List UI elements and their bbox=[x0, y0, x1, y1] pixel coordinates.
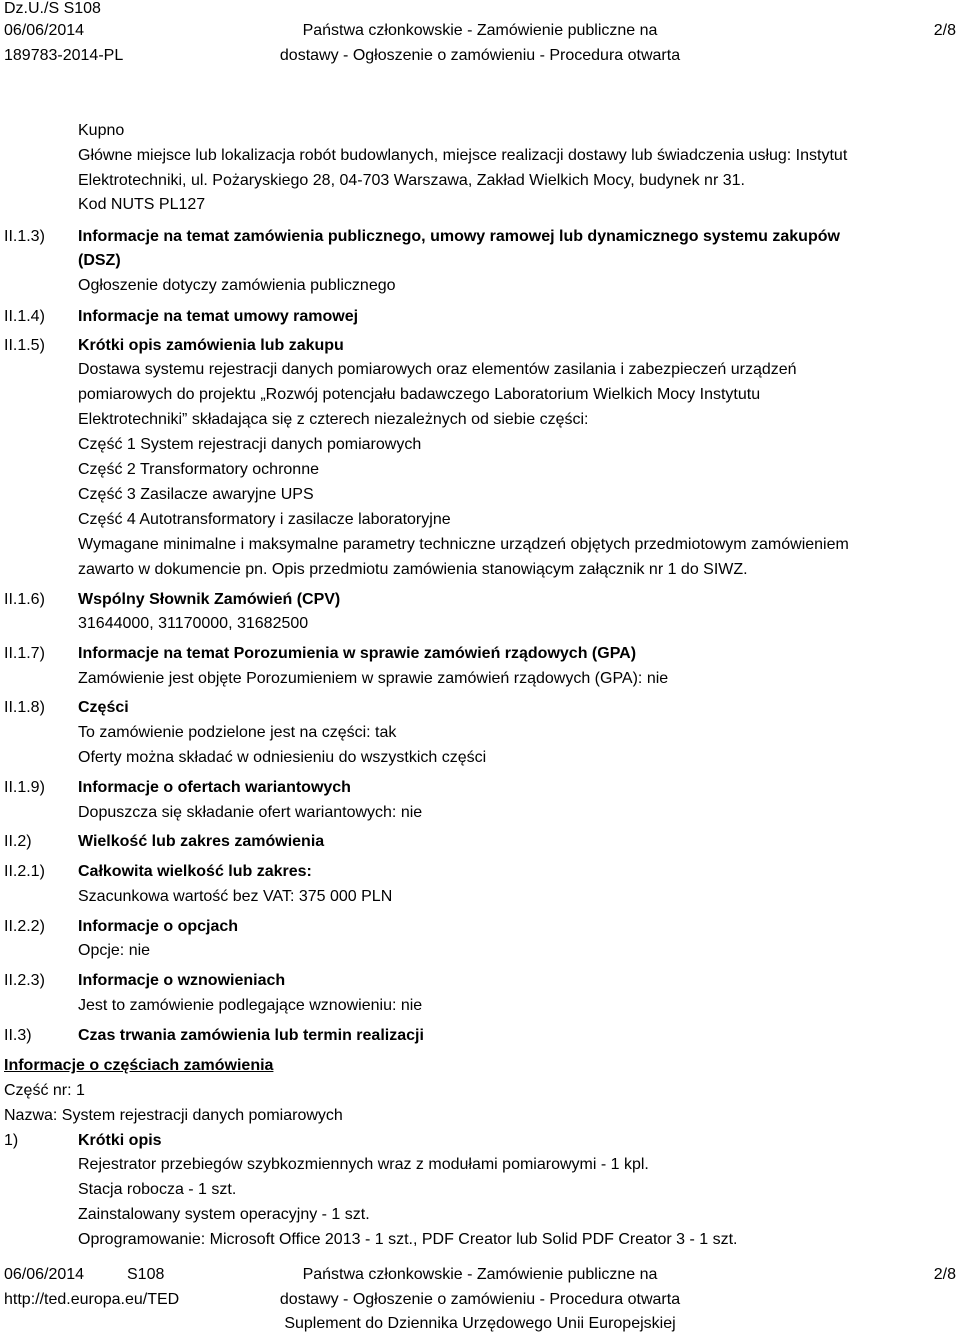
section-heading: Części bbox=[78, 699, 129, 716]
section-heading: Wielkość lub zakres zamówienia bbox=[78, 833, 325, 850]
description-line: Część 1 System rejestracji danych pomiarowych bbox=[78, 436, 422, 453]
section-heading: Wspólny Słownik Zamówień (CPV) bbox=[78, 591, 341, 608]
section-number: II.1.7) bbox=[4, 645, 45, 662]
short-description-line: Stacja robocza - 1 szt. bbox=[78, 1181, 237, 1198]
footer-title-line3: Suplement do Dziennika Urzędowego Unii Europejskiej bbox=[284, 1315, 676, 1332]
document-id: 189783-2014-PL bbox=[4, 47, 124, 64]
section-text: Oferty można składać w odniesieniu do wszystkich części bbox=[78, 749, 487, 766]
section-text: To zamówienie podzielone jest na części: tak bbox=[78, 724, 397, 741]
footer-title-line1: Państwa członkowskie - Zamówienie publiczne na bbox=[302, 1266, 658, 1283]
section-number: II.1.3) bbox=[4, 228, 45, 245]
short-description-line: Zainstalowany system operacyjny - 1 szt. bbox=[78, 1206, 370, 1223]
section-number: II.2.2) bbox=[4, 918, 45, 935]
section-heading: Krótki opis zamówienia lub zakupu bbox=[78, 337, 344, 354]
section-text: Zamówienie jest objęte Porozumieniem w sprawie zamówień rządowych (GPA): nie bbox=[78, 670, 669, 687]
journal-ref: Dz.U./S S108 bbox=[4, 0, 101, 17]
footer-url: http://ted.europa.eu/TED bbox=[4, 1291, 180, 1308]
description-line: Część 4 Autotransformatory i zasilacze laboratoryjne bbox=[78, 511, 451, 528]
section-number: II.1.5) bbox=[4, 337, 45, 354]
description-line: Część 3 Zasilacze awaryjne UPS bbox=[78, 486, 314, 503]
section-heading: Informacje na temat umowy ramowej bbox=[78, 308, 359, 325]
footer-journal: S108 bbox=[127, 1266, 165, 1283]
section-text: Opcje: nie bbox=[78, 942, 151, 959]
description-line: zawarto w dokumencie pn. Opis przedmiotu zamówienia stanowiącym załącznik nr 1 do SIWZ. bbox=[78, 561, 748, 578]
nuts-code: Kod NUTS PL127 bbox=[78, 196, 206, 213]
description-line: pomiarowych do projektu „Rozwój potencjału badawczego Laboratorium Wielkich Mocy Instytutu bbox=[78, 386, 761, 403]
header-date: 06/06/2014 bbox=[4, 22, 85, 39]
header-title-line2: dostawy - Ogłoszenie o zamówieniu - Procedura otwarta bbox=[279, 47, 681, 64]
page-number: 2/8 bbox=[933, 22, 956, 39]
footer-title-line2: dostawy - Ogłoszenie o zamówieniu - Procedura otwarta bbox=[279, 1291, 681, 1308]
section-number: II.2.3) bbox=[4, 972, 45, 989]
header-title-line1: Państwa członkowskie - Zamówienie publiczne na bbox=[302, 22, 658, 39]
place-line-2: Elektrotechniki, ul. Pożaryskiego 28, 04-703 Warszawa, Zakład Wielkich Mocy, budynek nr 31. bbox=[78, 172, 745, 189]
description-line: Elektrotechniki” składająca się z czterech niezależnych od siebie części: bbox=[78, 411, 589, 428]
section-heading: Informacje o opcjach bbox=[78, 918, 239, 935]
subsection-heading: Krótki opis bbox=[78, 1132, 162, 1149]
short-description-line: Oprogramowanie: Microsoft Office 2013 - 1 szt., PDF Creator lub Solid PDF Creator 3 - 1 szt. bbox=[78, 1231, 738, 1248]
section-heading-cont: (DSZ) bbox=[78, 252, 121, 269]
section-number: II.3) bbox=[4, 1027, 32, 1044]
place-line-1: Główne miejsce lub lokalizacja robót budowlanych, miejsce realizacji dostawy lub świadczenia usług: Instytut bbox=[78, 147, 848, 164]
part-name: Nazwa: System rejestracji danych pomiarowych bbox=[4, 1107, 343, 1124]
section-heading: Całkowita wielkość lub zakres: bbox=[78, 863, 312, 880]
footer-page-number: 2/8 bbox=[933, 1266, 956, 1283]
section-text: Dopuszcza się składanie ofert wariantowych: nie bbox=[78, 804, 423, 821]
section-text: Ogłoszenie dotyczy zamówienia publicznego bbox=[78, 277, 396, 294]
description-line: Dostawa systemu rejestracji danych pomiarowych oraz elementów zasilania i zabezpieczeń urządzeń bbox=[78, 361, 797, 378]
section-text: 31644000, 31170000, 31682500 bbox=[78, 615, 309, 632]
section-number: II.1.6) bbox=[4, 591, 45, 608]
section-heading: Informacje o wznowieniach bbox=[78, 972, 286, 989]
section-number: II.1.4) bbox=[4, 308, 45, 325]
section-text: Szacunkowa wartość bez VAT: 375 000 PLN bbox=[78, 888, 393, 905]
section-text: Jest to zamówienie podlegające wznowieniu: nie bbox=[78, 997, 423, 1014]
section-number: II.2.1) bbox=[4, 863, 45, 880]
section-heading: Informacje na temat Porozumienia w sprawie zamówień rządowych (GPA) bbox=[78, 645, 637, 662]
section-heading: Czas trwania zamówienia lub termin realizacji bbox=[78, 1027, 424, 1044]
description-line: Część 2 Transformatory ochronne bbox=[78, 461, 319, 478]
section-number: II.2) bbox=[4, 833, 32, 850]
description-line: Wymagane minimalne i maksymalne parametry techniczne urządzeń objętych przedmiotowym zamówieniem bbox=[78, 536, 849, 553]
section-heading: Informacje o ofertach wariantowych bbox=[78, 779, 351, 796]
parts-heading: Informacje o częściach zamówienia bbox=[4, 1057, 274, 1074]
short-description-line: Rejestrator przebiegów szybkozmiennych wraz z modułami pomiarowymi - 1 kpl. bbox=[78, 1156, 649, 1173]
subsection-number: 1) bbox=[4, 1132, 19, 1149]
part-number: Część nr: 1 bbox=[4, 1082, 85, 1099]
footer-date: 06/06/2014 bbox=[4, 1266, 85, 1283]
section-number: II.1.9) bbox=[4, 779, 45, 796]
contract-type: Kupno bbox=[78, 122, 125, 139]
section-number: II.1.8) bbox=[4, 699, 45, 716]
section-heading: Informacje na temat zamówienia publicznego, umowy ramowej lub dynamicznego systemu zakupów bbox=[78, 228, 840, 245]
